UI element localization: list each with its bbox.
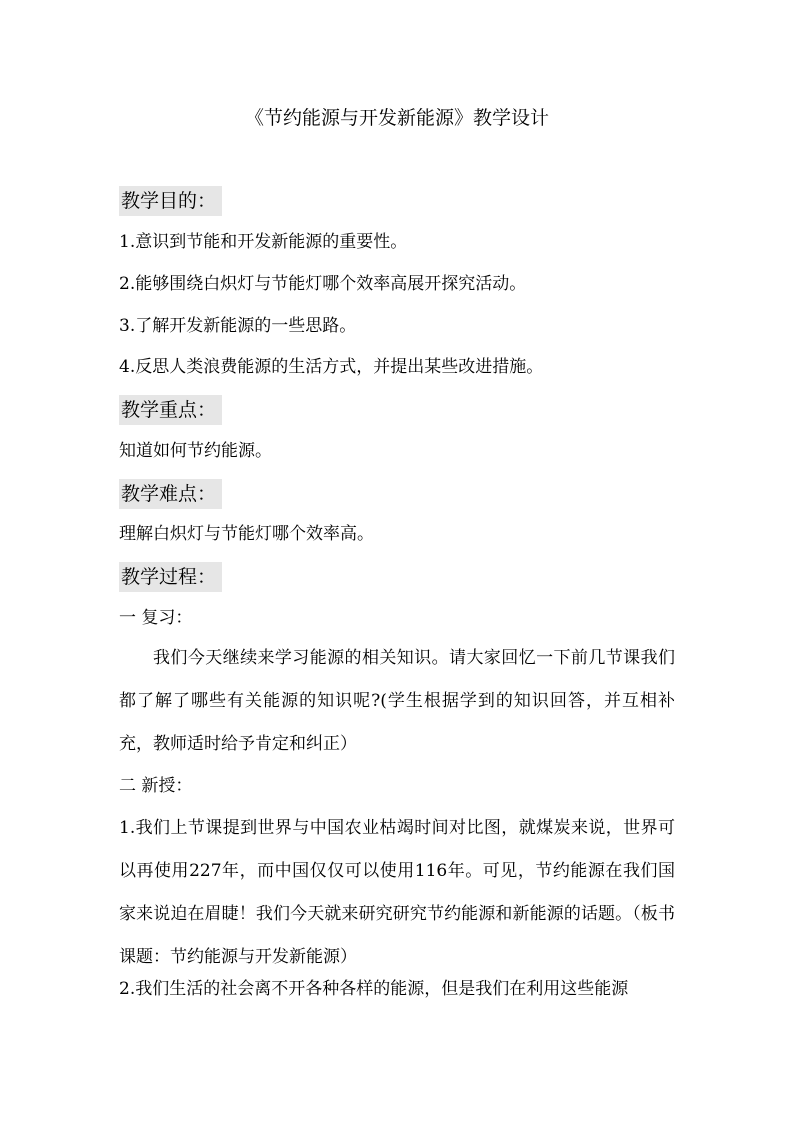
goals-heading: 教学目的： <box>119 186 222 216</box>
goal-item-4: 4.反思人类浪费能源的生活方式，并提出某些改进措施。 <box>119 357 544 377</box>
difficulty-text: 理解白炽灯与节能灯哪个效率高。 <box>119 524 374 544</box>
key-heading: 教学重点： <box>119 395 222 425</box>
key-text: 知道如何节约能源。 <box>119 441 272 461</box>
new-paragraph-2 <box>119 968 675 1011</box>
new-heading: 二 新授： <box>119 776 193 796</box>
review-heading: 一 复习： <box>119 608 193 628</box>
review-paragraph <box>119 637 675 766</box>
new-text-2: 2.我们生活的社会离不开各种各样的能源，但是我们在利用这些能源 <box>119 979 629 999</box>
new-paragraph-1 <box>119 807 675 979</box>
goal-item-2: 2.能够围绕白炽灯与节能灯哪个效率高展开探究活动。 <box>119 274 527 294</box>
goal-item-1: 1.意识到节能和开发新能源的重要性。 <box>119 232 408 252</box>
new-text-1: 1.我们上节课提到世界与中国农业枯竭时间对比图，就煤炭来说，世界可以再使用227年，而中国仅仅可以使用116年。可见，节约能源在我们国家来说迫在眉睫！我们今天就来研究研究节约能源和新能源的话题。（板书课题：节约能源与开发新能源） <box>119 818 675 967</box>
goal-item-3: 3.了解开发新能源的一些思路。 <box>119 316 357 336</box>
process-heading: 教学过程： <box>119 562 222 592</box>
document-title: 《节约能源与开发新能源》教学设计 <box>244 107 549 129</box>
review-text: 我们今天继续来学习能源的相关知识。请大家回忆一下前几节课我们都了解了哪些有关能源的知识呢?(学生根据学到的知识回答，并互相补充，教师适时给予肯定和纠正） <box>119 648 675 754</box>
difficulty-heading: 教学难点： <box>119 479 222 509</box>
